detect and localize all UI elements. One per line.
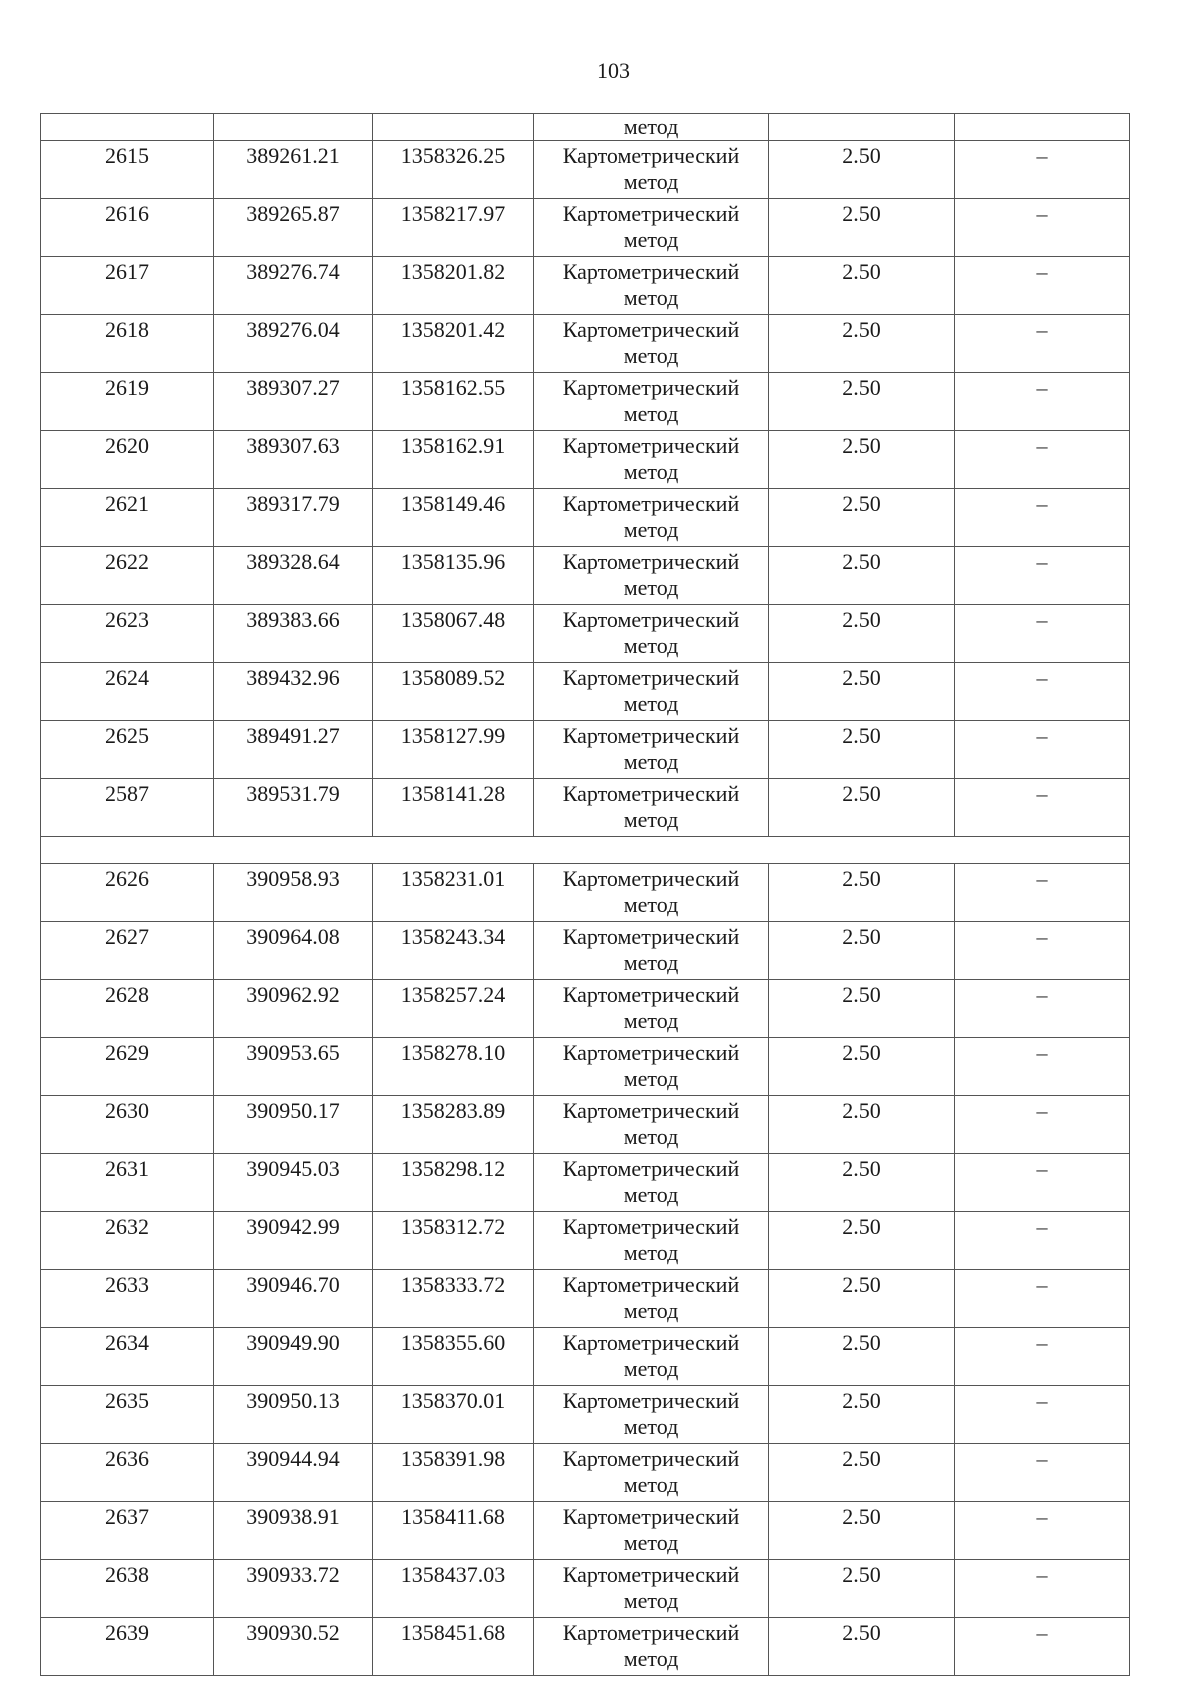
cell-method (534, 315, 769, 373)
cell-note: – (955, 779, 1130, 837)
cell-y: 1358257.24 (373, 980, 534, 1038)
cell-x: 389276.74 (214, 257, 373, 315)
separator-cell (41, 837, 1130, 864)
cell-accuracy: 2.50 (769, 1618, 955, 1676)
cell-method (534, 1038, 769, 1096)
cell-method (534, 547, 769, 605)
cell-accuracy: 2.50 (769, 721, 955, 779)
method-line-1: Картометрический (562, 1562, 740, 1587)
cell-point-number: 2615 (41, 141, 214, 199)
cell-point-number: 2616 (41, 199, 214, 257)
cell-method (534, 864, 769, 922)
cell-y: 1358451.68 (373, 1618, 534, 1676)
cell-accuracy: 2.50 (769, 547, 955, 605)
coordinates-table (40, 113, 1130, 1676)
cell-note: – (955, 1096, 1130, 1154)
cell-method (534, 1386, 769, 1444)
cell-y: 1358141.28 (373, 779, 534, 837)
table-row (41, 315, 1130, 373)
method-line-2: метод (623, 459, 679, 484)
method-line-2: метод (623, 575, 679, 600)
cell-note: – (955, 199, 1130, 257)
cell-note: – (955, 1386, 1130, 1444)
cell-point-number: 2628 (41, 980, 214, 1038)
cell-accuracy: 2.50 (769, 980, 955, 1038)
table-row (41, 922, 1130, 980)
cell-accuracy: 2.50 (769, 257, 955, 315)
cell-note: – (955, 1212, 1130, 1270)
cell-y: 1358333.72 (373, 1270, 534, 1328)
table-row (41, 1386, 1130, 1444)
table-row (41, 1096, 1130, 1154)
method-line-1: Картометрический (562, 143, 740, 168)
cell-accuracy: 2.50 (769, 779, 955, 837)
cell-y (373, 114, 534, 141)
cell-x: 390964.08 (214, 922, 373, 980)
table-row (41, 1212, 1130, 1270)
cell-x: 390950.17 (214, 1096, 373, 1154)
cell-point-number: 2629 (41, 1038, 214, 1096)
cell-accuracy: 2.50 (769, 1096, 955, 1154)
cell-y: 1358201.42 (373, 315, 534, 373)
cell-note: – (955, 922, 1130, 980)
cell-note: – (955, 547, 1130, 605)
method-line-2: метод (623, 1240, 679, 1265)
cell-note: – (955, 315, 1130, 373)
method-line-2: метод (623, 1646, 679, 1671)
cell-method (534, 1560, 769, 1618)
cell-y: 1358162.55 (373, 373, 534, 431)
cell-point-number: 2627 (41, 922, 214, 980)
table-row (41, 1270, 1130, 1328)
method-line-2: метод (623, 1008, 679, 1033)
method-line-1: Картометрический (562, 1330, 740, 1355)
cell-accuracy: 2.50 (769, 1560, 955, 1618)
cell-method (534, 257, 769, 315)
method-line-2: метод (623, 892, 679, 917)
cell-y: 1358127.99 (373, 721, 534, 779)
cell-x: 390942.99 (214, 1212, 373, 1270)
cell-note: – (955, 1038, 1130, 1096)
method-line-2: метод (623, 1356, 679, 1381)
cell-x: 390938.91 (214, 1502, 373, 1560)
cell-point-number: 2638 (41, 1560, 214, 1618)
method-line-2: метод (623, 1414, 679, 1439)
cell-y: 1358370.01 (373, 1386, 534, 1444)
cell-y: 1358298.12 (373, 1154, 534, 1212)
method-line-1: Картометрический (562, 1272, 740, 1297)
cell-method (534, 663, 769, 721)
cell-x: 390945.03 (214, 1154, 373, 1212)
cell-point-number: 2587 (41, 779, 214, 837)
cell-note: – (955, 373, 1130, 431)
cell-method (534, 922, 769, 980)
cell-method (534, 1212, 769, 1270)
method-line-2: метод (623, 1588, 679, 1613)
cell-method (534, 431, 769, 489)
cell-x: 389307.27 (214, 373, 373, 431)
cell-point-number: 2633 (41, 1270, 214, 1328)
cell-y: 1358326.25 (373, 141, 534, 199)
cell-method (534, 199, 769, 257)
cell-note: – (955, 489, 1130, 547)
table-row (41, 1328, 1130, 1386)
cell-method (534, 1328, 769, 1386)
cell-method (534, 489, 769, 547)
cell-method (534, 373, 769, 431)
method-line-2: метод (623, 169, 679, 194)
cell-note: – (955, 1502, 1130, 1560)
table-row (41, 1038, 1130, 1096)
method-line-1: Картометрический (562, 1156, 740, 1181)
cell-x: 390944.94 (214, 1444, 373, 1502)
method-line-2: метод (623, 691, 679, 716)
cell-x: 389383.66 (214, 605, 373, 663)
cell-accuracy: 2.50 (769, 199, 955, 257)
cell-accuracy: 2.50 (769, 1212, 955, 1270)
method-line-2: метод (623, 517, 679, 542)
cell-x: 389432.96 (214, 663, 373, 721)
cell-method (534, 721, 769, 779)
table-row (41, 257, 1130, 315)
method-line-1: Картометрический (562, 723, 740, 748)
cell-accuracy: 2.50 (769, 1270, 955, 1328)
cell-accuracy: 2.50 (769, 1444, 955, 1502)
cell-accuracy: 2.50 (769, 373, 955, 431)
cell-x: 389261.21 (214, 141, 373, 199)
method-line-2: метод (623, 1182, 679, 1207)
cell-y: 1358089.52 (373, 663, 534, 721)
cell-point-number: 2634 (41, 1328, 214, 1386)
table-row (41, 1154, 1130, 1212)
table-row (41, 547, 1130, 605)
cell-method (534, 605, 769, 663)
cell-point-number: 2619 (41, 373, 214, 431)
cell-y: 1358162.91 (373, 431, 534, 489)
cell-y: 1358391.98 (373, 1444, 534, 1502)
cell-point-number: 2636 (41, 1444, 214, 1502)
cell-y: 1358355.60 (373, 1328, 534, 1386)
cell-point-number: 2622 (41, 547, 214, 605)
table-row (41, 1560, 1130, 1618)
cell-note: – (955, 141, 1130, 199)
cell-point-number: 2620 (41, 431, 214, 489)
cell-accuracy: 2.50 (769, 489, 955, 547)
method-line-1: Картометрический (562, 1620, 740, 1645)
method-line-1: Картометрический (562, 1040, 740, 1065)
cell-x: 390933.72 (214, 1560, 373, 1618)
method-line-1: Картометрический (562, 491, 740, 516)
cell-point-number: 2617 (41, 257, 214, 315)
method-line-1: Картометрический (562, 866, 740, 891)
cell-accuracy (769, 114, 955, 141)
method-line-1: Картометрический (562, 549, 740, 574)
table-row (41, 373, 1130, 431)
cell-method (534, 779, 769, 837)
method-line-1: Картометрический (562, 317, 740, 342)
cell-point-number: 2631 (41, 1154, 214, 1212)
cell-x: 389328.64 (214, 547, 373, 605)
cell-point-number: 2639 (41, 1618, 214, 1676)
cell-method (534, 1154, 769, 1212)
cell-y: 1358243.34 (373, 922, 534, 980)
method-line-2: метод (623, 343, 679, 368)
method-line-2: метод (623, 285, 679, 310)
method-line-1: Картометрический (562, 433, 740, 458)
cell-accuracy: 2.50 (769, 1386, 955, 1444)
cell-point-number: 2626 (41, 864, 214, 922)
method-line-2: метод (623, 1124, 679, 1149)
cell-accuracy: 2.50 (769, 315, 955, 373)
method-line-2: метод (623, 950, 679, 975)
cell-point-number: 2623 (41, 605, 214, 663)
cell-note: – (955, 721, 1130, 779)
cell-note: – (955, 864, 1130, 922)
cell-accuracy: 2.50 (769, 431, 955, 489)
table-row (41, 721, 1130, 779)
cell-note: – (955, 1270, 1130, 1328)
cell-x: 390949.90 (214, 1328, 373, 1386)
cell-y: 1358411.68 (373, 1502, 534, 1560)
table-row (41, 864, 1130, 922)
method-line-1: Картометрический (562, 375, 740, 400)
cell-note: – (955, 1618, 1130, 1676)
cell-y: 1358278.10 (373, 1038, 534, 1096)
cell-note: – (955, 431, 1130, 489)
cell-accuracy: 2.50 (769, 1038, 955, 1096)
method-line-2: метод (623, 633, 679, 658)
cell-x: 389307.63 (214, 431, 373, 489)
cell-x (214, 114, 373, 141)
cell-note: – (955, 257, 1130, 315)
cell-y: 1358149.46 (373, 489, 534, 547)
cell-point-number: 2637 (41, 1502, 214, 1560)
table-row (41, 141, 1130, 199)
cell-method (534, 1096, 769, 1154)
cell-method (534, 1502, 769, 1560)
cell-note: – (955, 605, 1130, 663)
cell-method (534, 1618, 769, 1676)
cell-point-number: 2625 (41, 721, 214, 779)
method-line-1: Картометрический (562, 924, 740, 949)
cell-point-number: 2618 (41, 315, 214, 373)
method-line-2: метод (623, 807, 679, 832)
method-line-1: Картометрический (562, 781, 740, 806)
cell-x: 390962.92 (214, 980, 373, 1038)
cell-method (534, 1270, 769, 1328)
cell-accuracy: 2.50 (769, 864, 955, 922)
cell-note: – (955, 1328, 1130, 1386)
cell-y: 1358283.89 (373, 1096, 534, 1154)
method-line-2: метод (623, 227, 679, 252)
method-line-1: Картометрический (562, 1098, 740, 1123)
method-line-1: Картометрический (562, 1446, 740, 1471)
cell-accuracy: 2.50 (769, 141, 955, 199)
cell-accuracy: 2.50 (769, 1328, 955, 1386)
cell-x: 389317.79 (214, 489, 373, 547)
cell-x: 390950.13 (214, 1386, 373, 1444)
method-line-2: метод (623, 1530, 679, 1555)
cell-y: 1358135.96 (373, 547, 534, 605)
cell-x: 390930.52 (214, 1618, 373, 1676)
cell-x: 390946.70 (214, 1270, 373, 1328)
method-line-2: метод (623, 749, 679, 774)
cell-accuracy: 2.50 (769, 663, 955, 721)
cell-accuracy: 2.50 (769, 1502, 955, 1560)
cell-note: – (955, 1154, 1130, 1212)
cell-accuracy: 2.50 (769, 605, 955, 663)
method-line-1: Картометрический (562, 259, 740, 284)
cell-point-number: 2635 (41, 1386, 214, 1444)
cell-point-number: 2630 (41, 1096, 214, 1154)
cell-method (534, 1444, 769, 1502)
method-line-2: метод (623, 1472, 679, 1497)
method-line-1: Картометрический (562, 982, 740, 1007)
method-line-2: метод (623, 1298, 679, 1323)
cell-note (955, 114, 1130, 141)
table-row (41, 980, 1130, 1038)
table-row (41, 1618, 1130, 1676)
cell-note: – (955, 663, 1130, 721)
cell-accuracy: 2.50 (769, 922, 955, 980)
cell-point-number: 2624 (41, 663, 214, 721)
cell-y: 1358217.97 (373, 199, 534, 257)
cell-point-number: 2621 (41, 489, 214, 547)
table-row (41, 431, 1130, 489)
cell-y: 1358437.03 (373, 1560, 534, 1618)
method-line-1: Картометрический (562, 1214, 740, 1239)
cell-note: – (955, 1444, 1130, 1502)
method-line-1: Картометрический (562, 1504, 740, 1529)
page-number: 103 (597, 58, 630, 83)
cell-point-number: 2632 (41, 1212, 214, 1270)
cell-point (41, 114, 214, 141)
cell-y: 1358067.48 (373, 605, 534, 663)
table-row (41, 489, 1130, 547)
method-line-1: Картометрический (562, 607, 740, 632)
cell-y: 1358312.72 (373, 1212, 534, 1270)
method-line-1: Картометрический (562, 1388, 740, 1413)
cell-note: – (955, 1560, 1130, 1618)
method-line-1: Картометрический (562, 665, 740, 690)
cell-method (534, 980, 769, 1038)
table-row (41, 605, 1130, 663)
table-row (41, 779, 1130, 837)
cell-x: 390953.65 (214, 1038, 373, 1096)
method-line-2: метод (623, 1066, 679, 1091)
cell-method: метод (534, 114, 769, 141)
table-row (41, 663, 1130, 721)
cell-x: 389265.87 (214, 199, 373, 257)
table-row (41, 199, 1130, 257)
table-row (41, 1444, 1130, 1502)
separator-row (41, 837, 1130, 864)
cell-x: 389491.27 (214, 721, 373, 779)
cell-x: 389531.79 (214, 779, 373, 837)
continuation-row (41, 114, 1130, 141)
cell-accuracy: 2.50 (769, 1154, 955, 1212)
cell-x: 389276.04 (214, 315, 373, 373)
cell-note: – (955, 980, 1130, 1038)
cell-method (534, 141, 769, 199)
method-line-2: метод (623, 401, 679, 426)
cell-y: 1358201.82 (373, 257, 534, 315)
method-line-1: Картометрический (562, 201, 740, 226)
cell-x: 390958.93 (214, 864, 373, 922)
cell-y: 1358231.01 (373, 864, 534, 922)
table-row (41, 1502, 1130, 1560)
